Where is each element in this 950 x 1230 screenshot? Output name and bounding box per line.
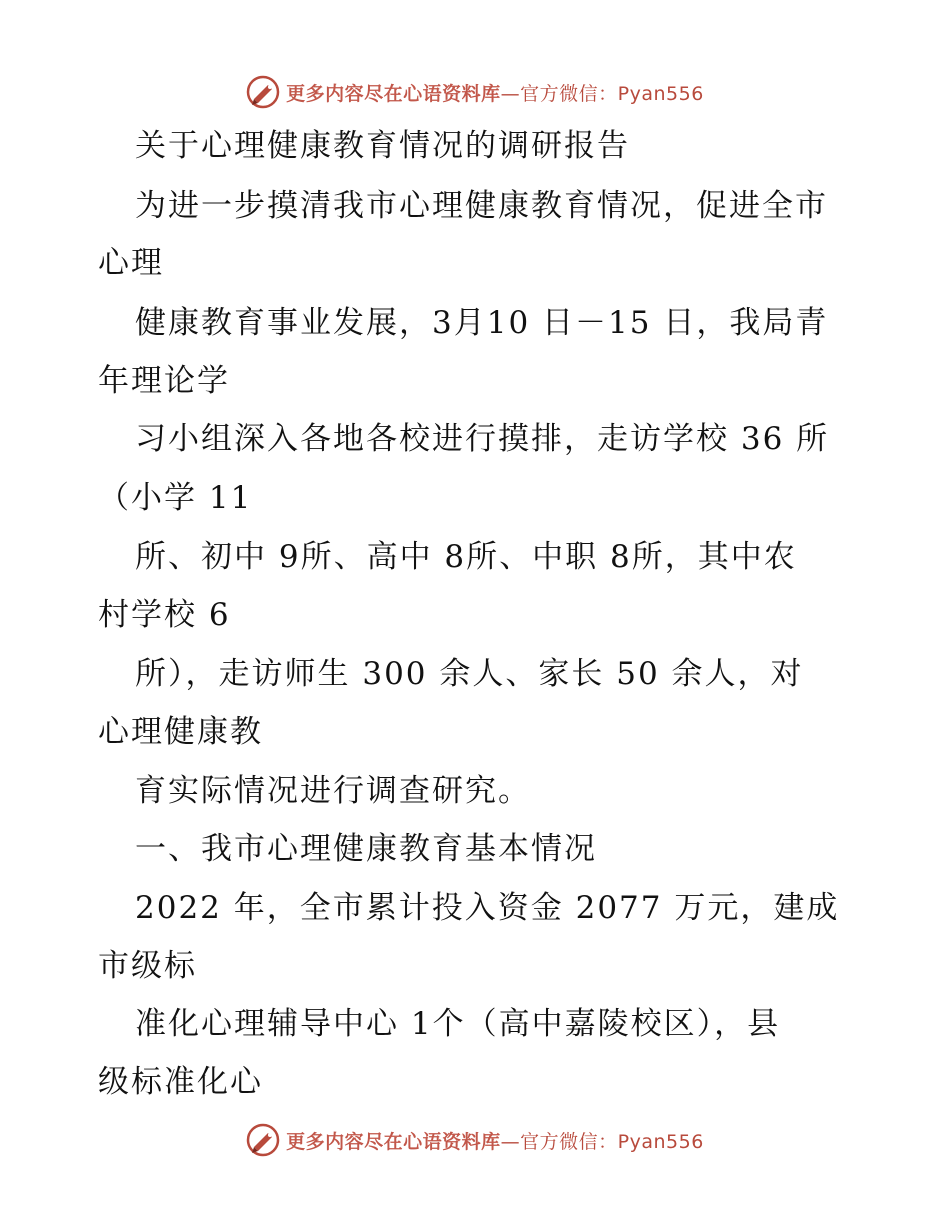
paragraph-line: 心理健康教 <box>98 714 263 750</box>
paragraph-line: 级标准化心 <box>98 1064 263 1100</box>
paragraph-line: 准化心理辅导中心 1个（高中嘉陵校区），县 <box>135 1006 781 1042</box>
paragraph-line: （小学 11 <box>98 480 253 516</box>
paragraph-line: 所），走访师生 300 余人、家长 50 余人，对 <box>135 656 804 692</box>
paragraph-line: 2022 年，全市累计投入资金 2077 万元，建成 <box>135 890 840 926</box>
paragraph-line: 心理 <box>98 245 164 281</box>
paragraph-line: 健康教育事业发展，3月10 日－15 日，我局青 <box>135 305 829 341</box>
document-title: 关于心理健康教育情况的调研报告 <box>135 128 630 164</box>
watermark-separator: — <box>500 1130 521 1153</box>
paragraph-line: 育实际情况进行调查研究。 <box>135 773 531 809</box>
watermark-separator: — <box>500 82 521 105</box>
paragraph-line: 市级标 <box>98 948 197 984</box>
paragraph-line: 所、初中 9所、高中 8所、中职 8所，其中农 <box>135 539 797 575</box>
watermark-tail: 官方微信：Pyan556 <box>520 82 704 105</box>
watermark-tail: 官方微信：Pyan556 <box>520 1130 704 1153</box>
paragraph-line: 年理论学 <box>98 363 230 399</box>
watermark-main: 更多内容尽在心语资料库 <box>286 82 501 105</box>
section-heading: 一、我市心理健康教育基本情况 <box>135 831 597 867</box>
watermark-main: 更多内容尽在心语资料库 <box>286 1130 501 1153</box>
pen-logo-icon <box>246 1123 280 1157</box>
watermark-text <box>286 1127 704 1154</box>
paragraph-line: 村学校 6 <box>98 597 231 633</box>
paragraph-line: 为进一步摸清我市心理健康教育情况，促进全市 <box>135 188 828 224</box>
paragraph-line: 习小组深入各地各校进行摸排，走访学校 36 所 <box>135 421 830 457</box>
watermark-banner-bottom <box>0 1118 950 1162</box>
